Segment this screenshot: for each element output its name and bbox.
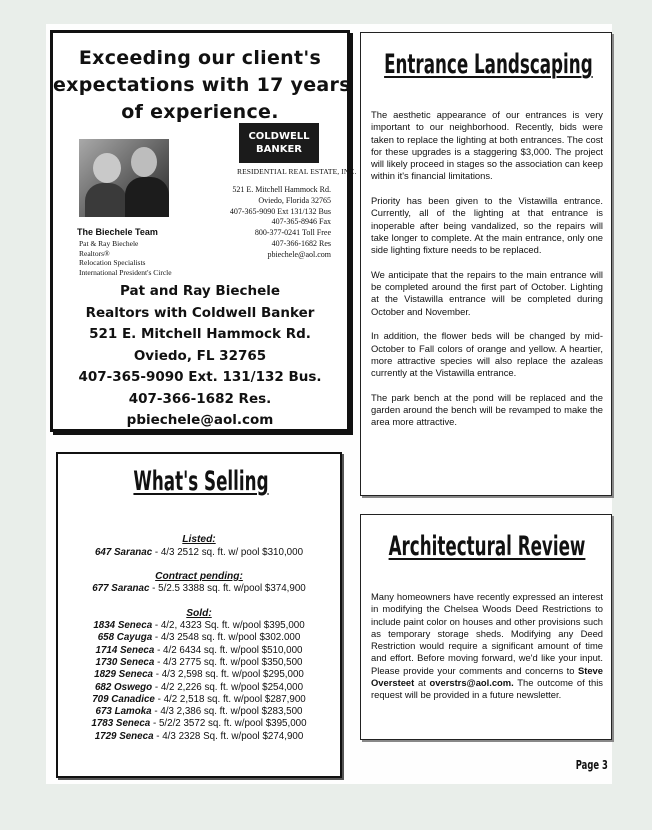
contact-line: 407-365-8946 Fax [271,217,331,227]
article-body [371,591,603,714]
sales-list [58,534,340,743]
page-number: Page 3 [575,758,608,772]
article-title: Architectural Review [388,531,586,562]
ad-headline-line: Exceeding our client's [78,47,322,69]
paragraph: In addition, the flower beds will be changed by mid-October to Fall colors of orange and yellow. A heartier, more attractive species will also replace the azaleas currently at the Vistawilla entrance. [371,330,603,379]
listing-row [58,731,340,743]
paragraph [371,591,603,702]
ad-headline-line: of experience. [121,101,279,123]
contact-line: 407-366-1682 Res [271,238,331,248]
logo-line: BANKER [255,144,302,155]
listing-street: 1714 Seneca [95,644,155,656]
listing-row [58,632,340,644]
ad-headline-line: expectations with 17 years [53,74,351,96]
contact-line: pbiechele@aol.com [267,249,331,259]
ad-headline [53,45,351,126]
selling-title: What's Selling [133,466,269,497]
contact-name: Steve Oversteet [371,664,603,689]
listing-row [58,657,340,669]
listing-detail: - 4/2 2,226 sq. ft. w/pool $254,000 [152,681,304,693]
whats-selling-box [56,452,342,778]
listing-row [58,682,340,694]
paragraph: We anticipate that the repairs to the main entrance will be completed around the first part of October. Lighting at the Vistawilla entrance will be completed during October and November. [371,268,603,317]
agents-photo [79,139,169,217]
listing-street: 682 Oswego [94,681,153,693]
team-line: Realtors® [79,248,110,258]
listing-street: 1729 Seneca [94,730,154,742]
contact-line: Oviedo, Florida 32765 [258,195,331,205]
team-line: International President's Circle [79,267,172,277]
architectural-review-article [360,514,612,740]
pending-heading: Contract pending: [155,570,243,582]
listing-detail: - 4/3 2512 sq. ft. w/ pool $310,000 [152,546,304,558]
ad-bottom-line: Pat and Ray Biechele [119,283,281,299]
listing-detail: - 4/2 2,518 sq. ft. w/pool $287,900 [154,693,306,705]
newsletter-page [46,24,612,784]
contact-line: 407-365-9090 Ext 131/132 Bus [229,206,331,216]
contact-line: 521 E. Mitchell Hammock Rd. [232,185,331,194]
ad-bottom-line: 407-366-1682 Res. [128,390,272,407]
listing-detail: - 4/2, 4323 Sq. ft. w/pool $395,000 [152,620,305,632]
team-details [79,239,172,277]
contact-email: overstrs@aol.com. [429,677,514,689]
team-line: Pat & Ray Biechele [79,239,139,248]
logo-subtitle: RESIDENTIAL REAL ESTATE, INC. [237,167,357,176]
listing-detail: - 4/3 2,386 sq. ft. w/pool $283,500 [151,706,303,718]
team-name: The Biechele Team [77,227,158,237]
ad-bottom-line: 521 E. Mitchell Hammock Rd. [89,326,311,342]
ad-bottom-text [53,281,347,432]
listing-detail: - 4/3 2548 sq. ft. w/pool $302.000 [152,632,301,644]
listing-row [58,706,340,718]
listing-street: 1730 Seneca [95,656,155,668]
entrance-landscaping-article [360,32,612,496]
ad-bottom-line: 407-365-9090 Ext. 131/132 Bus. [78,369,322,385]
ad-bottom-line: pbiechele@aol.com [126,412,274,428]
listing-street: 1834 Seneca [93,620,153,632]
sold-heading: Sold: [186,607,212,619]
listing-street: 709 Canadice [92,693,155,705]
listing-detail: - 4/3 2775 sq. ft. w/pool $350,500 [154,656,303,668]
listing-detail: - 5/2.5 3388 sq. ft. w/pool $374,900 [149,583,306,595]
listed-heading: Listed: [182,534,216,545]
listing-row [58,669,340,681]
listing-detail: - 5/2/2 3572 sq. ft. w/pool $395,000 [150,718,307,730]
listing-row [58,547,340,559]
team-line: Relocation Specialists [79,258,146,267]
listing-street: 1829 Seneca [94,669,153,681]
text-run: at [414,677,430,689]
contact-block [230,185,331,261]
realtor-ad [50,30,357,432]
article-title: Entrance Landscaping [384,49,593,80]
listing-row [58,694,340,706]
ad-bottom-line: Realtors with Coldwell Banker [85,304,315,321]
listing-detail: - 4/3 2328 Sq. ft. w/pool $274,900 [153,730,304,742]
listing-detail: - 4/2 6434 sq. ft. w/pool $510,000 [154,644,303,656]
text-run: The outcome of this request will be provided in a future newsletter. [371,677,603,701]
article-body [371,109,603,441]
listing-row [58,645,340,657]
logo-line: COLDWELL [248,131,310,142]
text-run: Many homeowners have recently expressed an interest in modifying the Chelsea Woods Deed Restrictions to include paint color on houses and other provisions such as temporary storage sheds. Modifying any Deed Restriction would require a significant amount of time and effort. Before moving forward, we'd like your input. Please provide your comments and concerns to [371,591,603,676]
listing-street: 677 Saranac [92,583,150,595]
contact-line: 800-377-0241 Toll Free [254,228,331,238]
paragraph: The aesthetic appearance of our entrances is very important to our neighborhood. Recently, bids were taken to replace the lighting at both entrances. The cost for these upgrades is a staggering $3,000. The project will likely proceed in stages so the association can keep within it's financial limitations. [371,109,603,182]
listing-detail: - 4/3 2,598 sq. ft. w/pool $295,000 [152,669,304,681]
listing-row [58,620,340,632]
listing-street: 1783 Seneca [91,718,151,730]
coldwell-banker-logo [239,123,319,163]
listing-street: 673 Lamoka [95,706,152,718]
ad-bottom-line: Oviedo, FL 32765 [133,347,267,364]
listing-street: 658 Cayuga [97,632,153,644]
paragraph: The park bench at the pond will be replaced and the garden around the bench will be revamped to make the area more attractive. [371,391,603,428]
listing-row [58,718,340,730]
paragraph: Priority has been given to the Vistawilla entrance. Currently, all of the lighting at that entrance is inoperable after being vandalized, so the repairs will take longer to complete. At the main entrance, only one side lighting fixture needs to be replaced. [371,195,603,256]
listing-street: 647 Saranac [94,546,153,558]
listing-row [58,583,340,595]
